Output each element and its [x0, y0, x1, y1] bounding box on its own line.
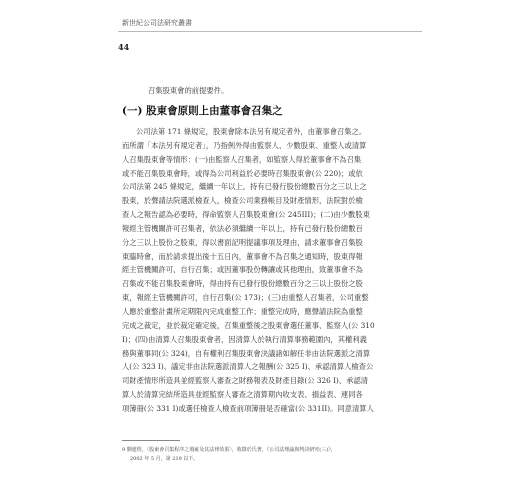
header-rule — [118, 31, 422, 32]
body-line: 報經主管機關許可召集者，依法必須繼續一年以上，持有已發行股份總數百 — [122, 223, 363, 233]
body-line: 經主管機關許可，自行召集；或因董事股份轉讓或其他理由，致董事會不為 — [122, 265, 363, 275]
body-text — [122, 125, 422, 416]
page-number: 44 — [118, 42, 130, 52]
footnote-marker: 9 — [122, 447, 126, 453]
body-line: 人應於重整計畫所定期限內完成重整工作；重整完成時，應聲請法院為重整 — [122, 306, 363, 316]
body-line: 人召集股東會等情形：(一)由監察人召集者，如監察人得於董事會不為召集 — [122, 154, 362, 164]
footnote-line: 2002 年 5 月，第 219 以下。 — [130, 456, 199, 462]
body-line: 司財產情形所造具並經監察人審查之財務報表及財產目錄(公 326 I)、承認清 — [122, 376, 369, 386]
footnote — [122, 446, 422, 464]
body-line: 而所謂「本法另有規定者」，乃指例外得由監察人、少數股東、重整人或清算 — [122, 140, 367, 150]
body-line: I)；(四)由清算人召集股東會者，因清算人於執行清算事務範圍內，其權利義 — [122, 334, 367, 344]
section-heading-text: 股東會原則上由董事會召集之 — [146, 105, 283, 117]
body-line: 東，報經主管機關許可，自行召集(公 173)；(三)由重整人召集者，公司重整 — [122, 293, 369, 303]
body-line: 公司法第 171 條規定，股東會除本法另有規定者外，由董事會召集之。 — [136, 127, 367, 136]
body-line: 公司法第 245 條規定，繼續一年以上，持有已發行股份總數百分之三以上之 — [122, 182, 367, 192]
body-line: 東臨時會，而於請求提出後十五日內，董事會不為召集之通知時，股東得報 — [122, 251, 363, 261]
footnote-text-1: 劉連煜，〈股東會召集程序之瑕疵及其法律效果〉，收錄於氏著，《公司法理論與判決研究(三)》， — [126, 447, 336, 453]
intro-line: 召集股東會的前提要件。 — [148, 86, 229, 95]
body-line: 股東，於聲請法院選派檢查人，檢查公司業務帳目及財產情形，法院對於檢 — [122, 196, 363, 206]
body-line: 人(公 323 I)、議定非由法院選派清算人之報酬(公 325 I)、承認清算人檢查公 — [122, 362, 374, 372]
body-line: 召集或不能召集股東會時，得由持有已發行股份總數百分之三以上股份之股 — [122, 279, 363, 289]
section-heading-number: (一) — [122, 105, 143, 117]
footnote-line — [122, 446, 422, 455]
body-line: 完成之裁定，並於裁定確定後，召集重整後之股東會選任董事、監察人(公 310 — [122, 320, 375, 330]
body-line: 項簿冊(公 331 I)或選任檢查人檢查前項簿冊是否確當(公 331II)。同意清算人 — [122, 403, 374, 413]
body-line: 務與董事同(公 324)，自有權利召集股東會決議諸如解任非由法院選派之清算 — [122, 348, 371, 358]
body-line: 分之三以上股份之股東，得以書面記明提議事項及理由，請求董事會召集股 — [122, 237, 363, 247]
running-header-title: 新世紀公司法研究叢書 — [122, 19, 192, 27]
body-line: 或不能召集股東會時，或得為公司利益於必要時召集股東會(公 220)；或依 — [122, 168, 363, 178]
section-heading — [122, 103, 283, 118]
body-line: 算人於清算完結所造具並經監察人審查之清算期內收支表、損益表、連同各 — [122, 390, 363, 400]
body-line: 查人之報告認為必要時，得命監察人召集股東會(公 245III)；(二)由少數股東 — [122, 210, 370, 220]
footnote-rule — [122, 440, 180, 441]
